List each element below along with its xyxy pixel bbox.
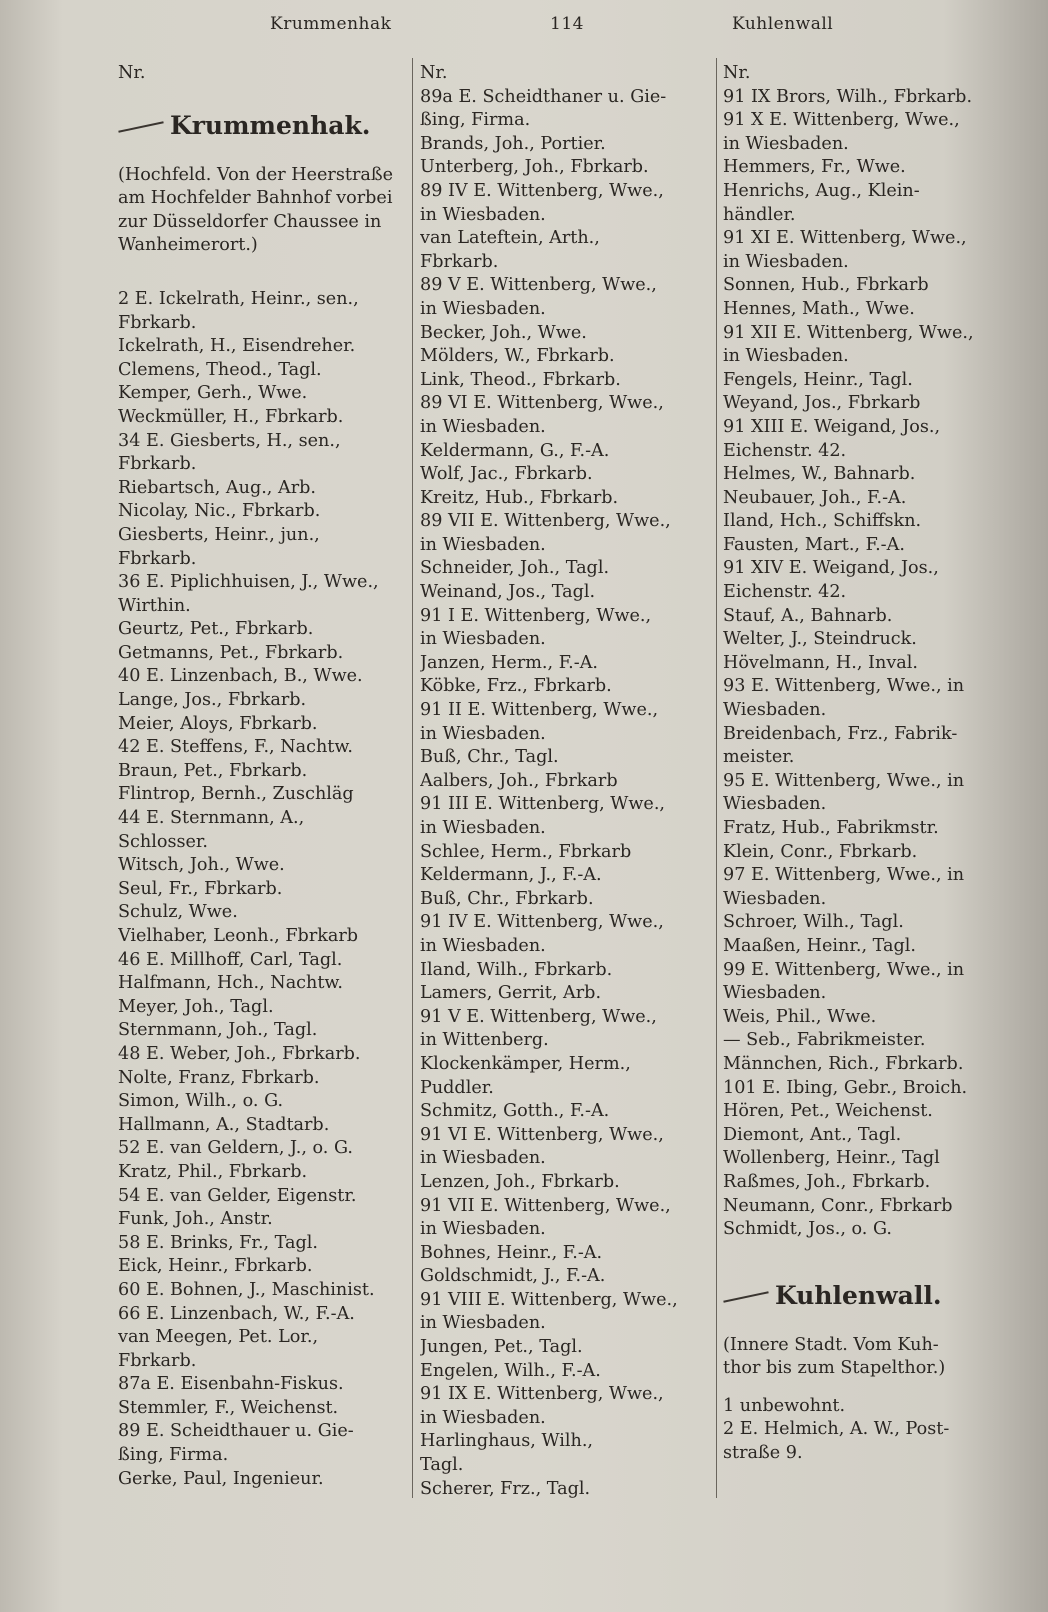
intro-line: (Hochfeld. Von der Heerstraße bbox=[118, 164, 394, 185]
directory-entry-line: Neubauer, Joh., F.-A. bbox=[723, 487, 907, 508]
street-intro bbox=[118, 164, 408, 258]
directory-entry-line: Fratz, Hub., Fabrikmstr. bbox=[723, 818, 939, 838]
directory-entry-line: Buß, Chr., Tagl. bbox=[420, 747, 559, 768]
column-1 bbox=[118, 62, 408, 1491]
intro-line: (Innere Stadt. Vom Kuh- bbox=[723, 1334, 939, 1355]
directory-entry-line: ßing, Firma. bbox=[420, 110, 531, 131]
directory-entry-line: Kreitz, Hub., Fbrkarb. bbox=[420, 487, 619, 508]
directory-entry-line: 34 E. Giesberts, H., sen., bbox=[118, 430, 341, 451]
page-number: 114 bbox=[550, 14, 584, 34]
directory-entry-line: Clemens, Theod., Tagl. bbox=[118, 359, 322, 380]
directory-entry-line: in Wiesbaden. bbox=[420, 1407, 546, 1428]
directory-entry-line: Ickelrath, H., Eisendreher. bbox=[118, 336, 356, 357]
directory-entry-line: 91 V E. Wittenberg, Wwe., bbox=[420, 1006, 657, 1027]
directory-entry-line: 52 E. van Geldern, J., o. G. bbox=[118, 1138, 354, 1159]
street-title-krummenhak bbox=[118, 108, 408, 144]
directory-entry-line: Keldermann, J., F.-A. bbox=[420, 865, 602, 886]
directory-entry-line: in Wiesbaden. bbox=[420, 1219, 546, 1240]
directory-entry-line: in Wiesbaden. bbox=[723, 251, 849, 272]
intro-line: thor bis zum Stapelthor.) bbox=[723, 1358, 946, 1379]
directory-entry-line: 87a E. Eisenbahn-Fiskus. bbox=[118, 1374, 344, 1395]
directory-entry-line: van Meegen, Pet. Lor., bbox=[118, 1327, 319, 1348]
directory-entry-line: Getmanns, Pet., Fbrkarb. bbox=[118, 642, 344, 663]
directory-entry-line: Meier, Aloys, Fbrkarb. bbox=[118, 713, 318, 734]
directory-entry-line: Schroer, Wilh., Tagl. bbox=[723, 912, 904, 933]
directory-entry-line: Fengels, Heinr., Tagl. bbox=[723, 369, 913, 390]
directory-entry-line: Lamers, Gerrit, Arb. bbox=[420, 983, 602, 1004]
directory-entry-line: Fbrkarb. bbox=[420, 251, 499, 272]
directory-entry-line: Diemont, Ant., Tagl. bbox=[723, 1124, 902, 1145]
directory-entry-line: Iland, Wilh., Fbrkarb. bbox=[420, 959, 613, 980]
directory-entry-line: Fbrkarb. bbox=[118, 548, 197, 569]
directory-entry-line: Fausten, Mart., F.-A. bbox=[723, 534, 905, 555]
directory-entry-line: Hallmann, A., Stadtarb. bbox=[118, 1114, 330, 1135]
directory-entry-line: in Wiesbaden. bbox=[420, 818, 546, 838]
directory-entry-line: Sonnen, Hub., Fbrkarb bbox=[723, 275, 929, 296]
directory-entry-line: 1 unbewohnt. bbox=[723, 1395, 846, 1416]
directory-entry-line: 2 E. Helmich, A. W., Post- bbox=[723, 1419, 950, 1440]
directory-entry-line: Fbrkarb. bbox=[118, 312, 197, 333]
intro-line: zur Düsseldorfer Chaussee in bbox=[118, 211, 382, 232]
directory-entry-line: in Wiesbaden. bbox=[420, 204, 546, 225]
running-head-right: Kuhlenwall bbox=[732, 14, 834, 34]
directory-entry-line: Welter, J., Steindruck. bbox=[723, 629, 917, 650]
directory-entry-line: Neumann, Conr., Fbrkarb bbox=[723, 1195, 953, 1216]
directory-entry-line: in Wiesbaden. bbox=[723, 133, 849, 154]
directory-entry-line: 91 XI E. Wittenberg, Wwe., bbox=[723, 228, 967, 249]
directory-entry-line: Eichenstr. 42. bbox=[723, 440, 847, 461]
directory-entry-line: Kratz, Phil., Fbrkarb. bbox=[118, 1161, 308, 1182]
resident-list bbox=[420, 86, 715, 1502]
directory-entry-line: Wollenberg, Heinr., Tagl bbox=[723, 1148, 940, 1169]
directory-entry-line: 91 I E. Wittenberg, Wwe., bbox=[420, 605, 652, 626]
directory-entry-line: 91 VIII E. Wittenberg, Wwe., bbox=[420, 1289, 678, 1310]
directory-entry-line: 93 E. Wittenberg, Wwe., in bbox=[723, 676, 965, 697]
directory-entry-line: Wirthin. bbox=[118, 595, 191, 616]
directory-entry-line: 46 E. Millhoff, Carl, Tagl. bbox=[118, 949, 343, 970]
directory-entry-line: Stauf, A., Bahnarb. bbox=[723, 605, 893, 626]
directory-entry-line: Riebartsch, Aug., Arb. bbox=[118, 477, 316, 498]
directory-entry-line: meister. bbox=[723, 747, 795, 768]
directory-entry-line: 91 VI E. Wittenberg, Wwe., bbox=[420, 1124, 664, 1145]
directory-entry-line: in Wiesbaden. bbox=[420, 534, 546, 555]
directory-entry-line: Witsch, Joh., Wwe. bbox=[118, 855, 285, 876]
directory-entry-line: 91 X E. Wittenberg, Wwe., bbox=[723, 110, 960, 131]
directory-entry-line: 48 E. Weber, Joh., Fbrkarb. bbox=[118, 1043, 361, 1064]
street-title-kuhlenwall bbox=[723, 1278, 1025, 1314]
directory-entry-line: 89a E. Scheidthaner u. Gie- bbox=[420, 86, 667, 107]
directory-entry-line: Wiesbaden. bbox=[723, 888, 827, 909]
directory-entry-line: Goldschmidt, J., F.-A. bbox=[420, 1266, 606, 1287]
directory-entry-line: 91 II E. Wittenberg, Wwe., bbox=[420, 700, 659, 721]
directory-entry-line: Fbrkarb. bbox=[118, 454, 197, 475]
directory-entry-line: 91 XII E. Wittenberg, Wwe., bbox=[723, 322, 974, 343]
directory-entry-line: Schmitz, Gotth., F.-A. bbox=[420, 1101, 610, 1122]
directory-entry-line: 91 IX Brors, Wilh., Fbrkarb. bbox=[723, 86, 973, 107]
directory-entry-line: 101 E. Ibing, Gebr., Broich. bbox=[723, 1077, 968, 1098]
directory-entry-line: Hemmers, Fr., Wwe. bbox=[723, 157, 906, 178]
directory-entry-line: Hövelmann, H., Inval. bbox=[723, 652, 918, 673]
directory-entry-line: Brands, Joh., Portier. bbox=[420, 133, 606, 154]
directory-entry-line: Weckmüller, H., Fbrkarb. bbox=[118, 406, 344, 427]
directory-entry-line: Giesberts, Heinr., jun., bbox=[118, 524, 320, 545]
directory-entry-line: 60 E. Bohnen, J., Maschinist. bbox=[118, 1279, 375, 1300]
column-divider bbox=[412, 58, 413, 1498]
spacer bbox=[723, 1242, 1025, 1256]
directory-entry-line: — Seb., Fabrikmeister. bbox=[723, 1030, 926, 1051]
directory-entry-line: 97 E. Wittenberg, Wwe., in bbox=[723, 865, 965, 886]
directory-entry-line: 44 E. Sternmann, A., bbox=[118, 808, 305, 829]
directory-entry-line: Halfmann, Hch., Nachtw. bbox=[118, 973, 343, 994]
directory-entry-line: Weis, Phil., Wwe. bbox=[723, 1006, 877, 1027]
directory-entry-line: Becker, Joh., Wwe. bbox=[420, 322, 587, 343]
directory-entry-line: Iland, Hch., Schiffskn. bbox=[723, 511, 922, 532]
directory-entry-line: in Wiesbaden. bbox=[420, 1313, 546, 1334]
directory-entry-line: 91 IX E. Wittenberg, Wwe., bbox=[420, 1384, 664, 1405]
directory-entry-line: Meyer, Joh., Tagl. bbox=[118, 996, 274, 1017]
directory-entry-line: Vielhaber, Leonh., Fbrkarb bbox=[118, 926, 359, 946]
directory-entry-line: in Wiesbaden. bbox=[420, 935, 546, 956]
directory-entry-line: Raßmes, Joh., Fbrkarb. bbox=[723, 1171, 931, 1192]
directory-entry-line: Stemmler, F., Weichenst. bbox=[118, 1397, 339, 1418]
street-title-text: Kuhlenwall. bbox=[775, 1280, 942, 1310]
resident-list bbox=[118, 288, 408, 1491]
directory-entry-line: in Wiesbaden. bbox=[420, 298, 546, 319]
directory-entry-line: Simon, Wilh., o. G. bbox=[118, 1091, 284, 1112]
directory-entry-line: Braun, Pet., Fbrkarb. bbox=[118, 760, 308, 781]
column-divider bbox=[716, 58, 717, 1498]
directory-entry-line: 42 E. Steffens, F., Nachtw. bbox=[118, 737, 353, 758]
directory-entry-line: in Wiesbaden. bbox=[723, 346, 849, 367]
directory-entry-line: 89 E. Scheidthauer u. Gie- bbox=[118, 1421, 354, 1442]
directory-entry-line: Schneider, Joh., Tagl. bbox=[420, 558, 610, 579]
directory-entry-line: Janzen, Herm., F.-A. bbox=[420, 652, 598, 673]
directory-entry-line: ßing, Firma. bbox=[118, 1445, 229, 1466]
directory-entry-line: Bohnes, Heinr., F.-A. bbox=[420, 1242, 603, 1263]
directory-entry-line: Wiesbaden. bbox=[723, 983, 827, 1004]
directory-entry-line: Eick, Heinr., Fbrkarb. bbox=[118, 1256, 313, 1277]
directory-entry-line: Klockenkämper, Herm., bbox=[420, 1053, 631, 1074]
spacer bbox=[118, 258, 408, 288]
directory-entry-line: straße 9. bbox=[723, 1443, 803, 1464]
directory-entry-line: Sternmann, Joh., Tagl. bbox=[118, 1020, 318, 1041]
directory-entry-line: in Wiesbaden. bbox=[420, 723, 546, 744]
directory-entry-line: 91 IV E. Wittenberg, Wwe., bbox=[420, 912, 664, 933]
directory-entry-line: Schulz, Wwe. bbox=[118, 902, 238, 923]
directory-entry-line: Schlee, Herm., Fbrkarb bbox=[420, 841, 632, 862]
directory-entry-line: Mölders, W., Fbrkarb. bbox=[420, 346, 615, 367]
directory-entry-line: 91 XIV E. Weigand, Jos., bbox=[723, 558, 939, 579]
directory-entry-line: 91 III E. Wittenberg, Wwe., bbox=[420, 794, 666, 815]
intro-line: am Hochfelder Bahnhof vorbei bbox=[118, 188, 393, 209]
directory-entry-line: Scherer, Frz., Tagl. bbox=[420, 1478, 591, 1499]
resident-list bbox=[723, 1395, 1025, 1466]
directory-entry-line: Köbke, Frz., Fbrkarb. bbox=[420, 676, 612, 697]
street-title-text: Krummenhak. bbox=[170, 110, 371, 140]
directory-entry-line: 58 E. Brinks, Fr., Tagl. bbox=[118, 1232, 318, 1253]
directory-entry-line: 89 V E. Wittenberg, Wwe., bbox=[420, 275, 657, 296]
directory-entry-line: Lenzen, Joh., Fbrkarb. bbox=[420, 1171, 620, 1192]
running-head-left: Krummenhak bbox=[270, 14, 392, 34]
directory-entry-line: Link, Theod., Fbrkarb. bbox=[420, 369, 621, 390]
directory-entry-line: Wiesbaden. bbox=[723, 794, 827, 815]
directory-entry-line: 95 E. Wittenberg, Wwe., in bbox=[723, 770, 965, 791]
directory-entry-line: Jungen, Pet., Tagl. bbox=[420, 1337, 583, 1358]
directory-entry-line: Wolf, Jac., Fbrkarb. bbox=[420, 464, 593, 485]
directory-entry-line: Weyand, Jos., Fbrkarb bbox=[723, 393, 921, 414]
title-dash bbox=[723, 1291, 768, 1303]
directory-entry-line: Hennes, Math., Wwe. bbox=[723, 298, 915, 319]
directory-entry-line: Flintrop, Bernh., Zuschläg bbox=[118, 784, 354, 805]
directory-entry-line: van Lateftein, Arth., bbox=[420, 228, 600, 249]
directory-entry-line: Männchen, Rich., Fbrkarb. bbox=[723, 1053, 964, 1074]
directory-entry-line: Keldermann, G., F.-A. bbox=[420, 440, 610, 461]
directory-entry-line: 2 E. Ickelrath, Heinr., sen., bbox=[118, 288, 359, 309]
directory-entry-line: Weinand, Jos., Tagl. bbox=[420, 582, 596, 603]
nr-heading: Nr. bbox=[118, 63, 146, 83]
directory-entry-line: 89 VII E. Wittenberg, Wwe., bbox=[420, 511, 671, 532]
resident-list bbox=[723, 86, 1025, 1242]
nr-heading: Nr. bbox=[723, 63, 751, 83]
directory-entry-line: Klein, Conr., Fbrkarb. bbox=[723, 841, 918, 862]
directory-entry-line: Henrichs, Aug., Klein- bbox=[723, 180, 920, 201]
directory-entry-line: Lange, Jos., Fbrkarb. bbox=[118, 690, 307, 711]
directory-entry-line: 40 E. Linzenbach, B., Wwe. bbox=[118, 666, 363, 687]
directory-entry-line: 36 E. Piplichhuisen, J., Wwe., bbox=[118, 572, 379, 593]
directory-entry-line: Nicolay, Nic., Fbrkarb. bbox=[118, 501, 321, 522]
column-3 bbox=[723, 62, 1025, 1466]
title-dash bbox=[118, 121, 163, 133]
directory-entry-line: Funk, Joh., Anstr. bbox=[118, 1209, 273, 1230]
directory-entry-line: Seul, Fr., Fbrkarb. bbox=[118, 878, 283, 899]
directory-entry-line: Maaßen, Heinr., Tagl. bbox=[723, 935, 916, 956]
directory-entry-line: Schlosser. bbox=[118, 831, 208, 852]
directory-entry-line: in Wiesbaden. bbox=[420, 416, 546, 437]
directory-entry-line: Nolte, Franz, Fbrkarb. bbox=[118, 1067, 320, 1088]
street-intro bbox=[723, 1334, 1025, 1381]
directory-entry-line: Schmidt, Jos., o. G. bbox=[723, 1219, 893, 1240]
directory-entry-line: 66 E. Linzenbach, W., F.-A. bbox=[118, 1303, 355, 1324]
directory-entry-line: Wiesbaden. bbox=[723, 700, 827, 721]
directory-entry-line: Breidenbach, Frz., Fabrik- bbox=[723, 723, 958, 744]
directory-entry-line: in Wittenberg. bbox=[420, 1030, 549, 1051]
directory-entry-line: Unterberg, Joh., Fbrkarb. bbox=[420, 157, 649, 178]
directory-entry-line: 99 E. Wittenberg, Wwe., in bbox=[723, 959, 965, 980]
directory-entry-line: Tagl. bbox=[420, 1455, 464, 1476]
directory-entry-line: 91 VII E. Wittenberg, Wwe., bbox=[420, 1195, 671, 1216]
spacer bbox=[723, 1381, 1025, 1395]
directory-entry-line: Fbrkarb. bbox=[118, 1350, 197, 1371]
directory-entry-line: 89 IV E. Wittenberg, Wwe., bbox=[420, 180, 664, 201]
directory-entry-line: Helmes, W., Bahnarb. bbox=[723, 464, 916, 485]
directory-entry-line: Puddler. bbox=[420, 1077, 494, 1098]
nr-heading: Nr. bbox=[420, 63, 448, 83]
directory-entry-line: Hören, Pet., Weichenst. bbox=[723, 1101, 933, 1122]
directory-entry-line: Kemper, Gerh., Wwe. bbox=[118, 383, 308, 404]
directory-entry-line: 54 E. van Gelder, Eigenstr. bbox=[118, 1185, 357, 1206]
directory-entry-line: Gerke, Paul, Ingenieur. bbox=[118, 1468, 324, 1489]
directory-entry-line: 91 XIII E. Weigand, Jos., bbox=[723, 416, 941, 437]
directory-entry-line: 89 VI E. Wittenberg, Wwe., bbox=[420, 393, 664, 414]
directory-entry-line: händler. bbox=[723, 204, 796, 225]
directory-entry-line: Buß, Chr., Fbrkarb. bbox=[420, 888, 594, 909]
directory-entry-line: in Wiesbaden. bbox=[420, 629, 546, 650]
directory-entry-line: Aalbers, Joh., Fbrkarb bbox=[420, 770, 618, 791]
directory-entry-line: Harlinghaus, Wilh., bbox=[420, 1431, 593, 1452]
directory-entry-line: in Wiesbaden. bbox=[420, 1148, 546, 1169]
intro-line: Wanheimerort.) bbox=[118, 235, 258, 256]
directory-entry-line: Eichenstr. 42. bbox=[723, 582, 847, 603]
directory-entry-line: Engelen, Wilh., F.-A. bbox=[420, 1360, 601, 1381]
column-2 bbox=[420, 62, 715, 1501]
directory-entry-line: Geurtz, Pet., Fbrkarb. bbox=[118, 619, 314, 640]
